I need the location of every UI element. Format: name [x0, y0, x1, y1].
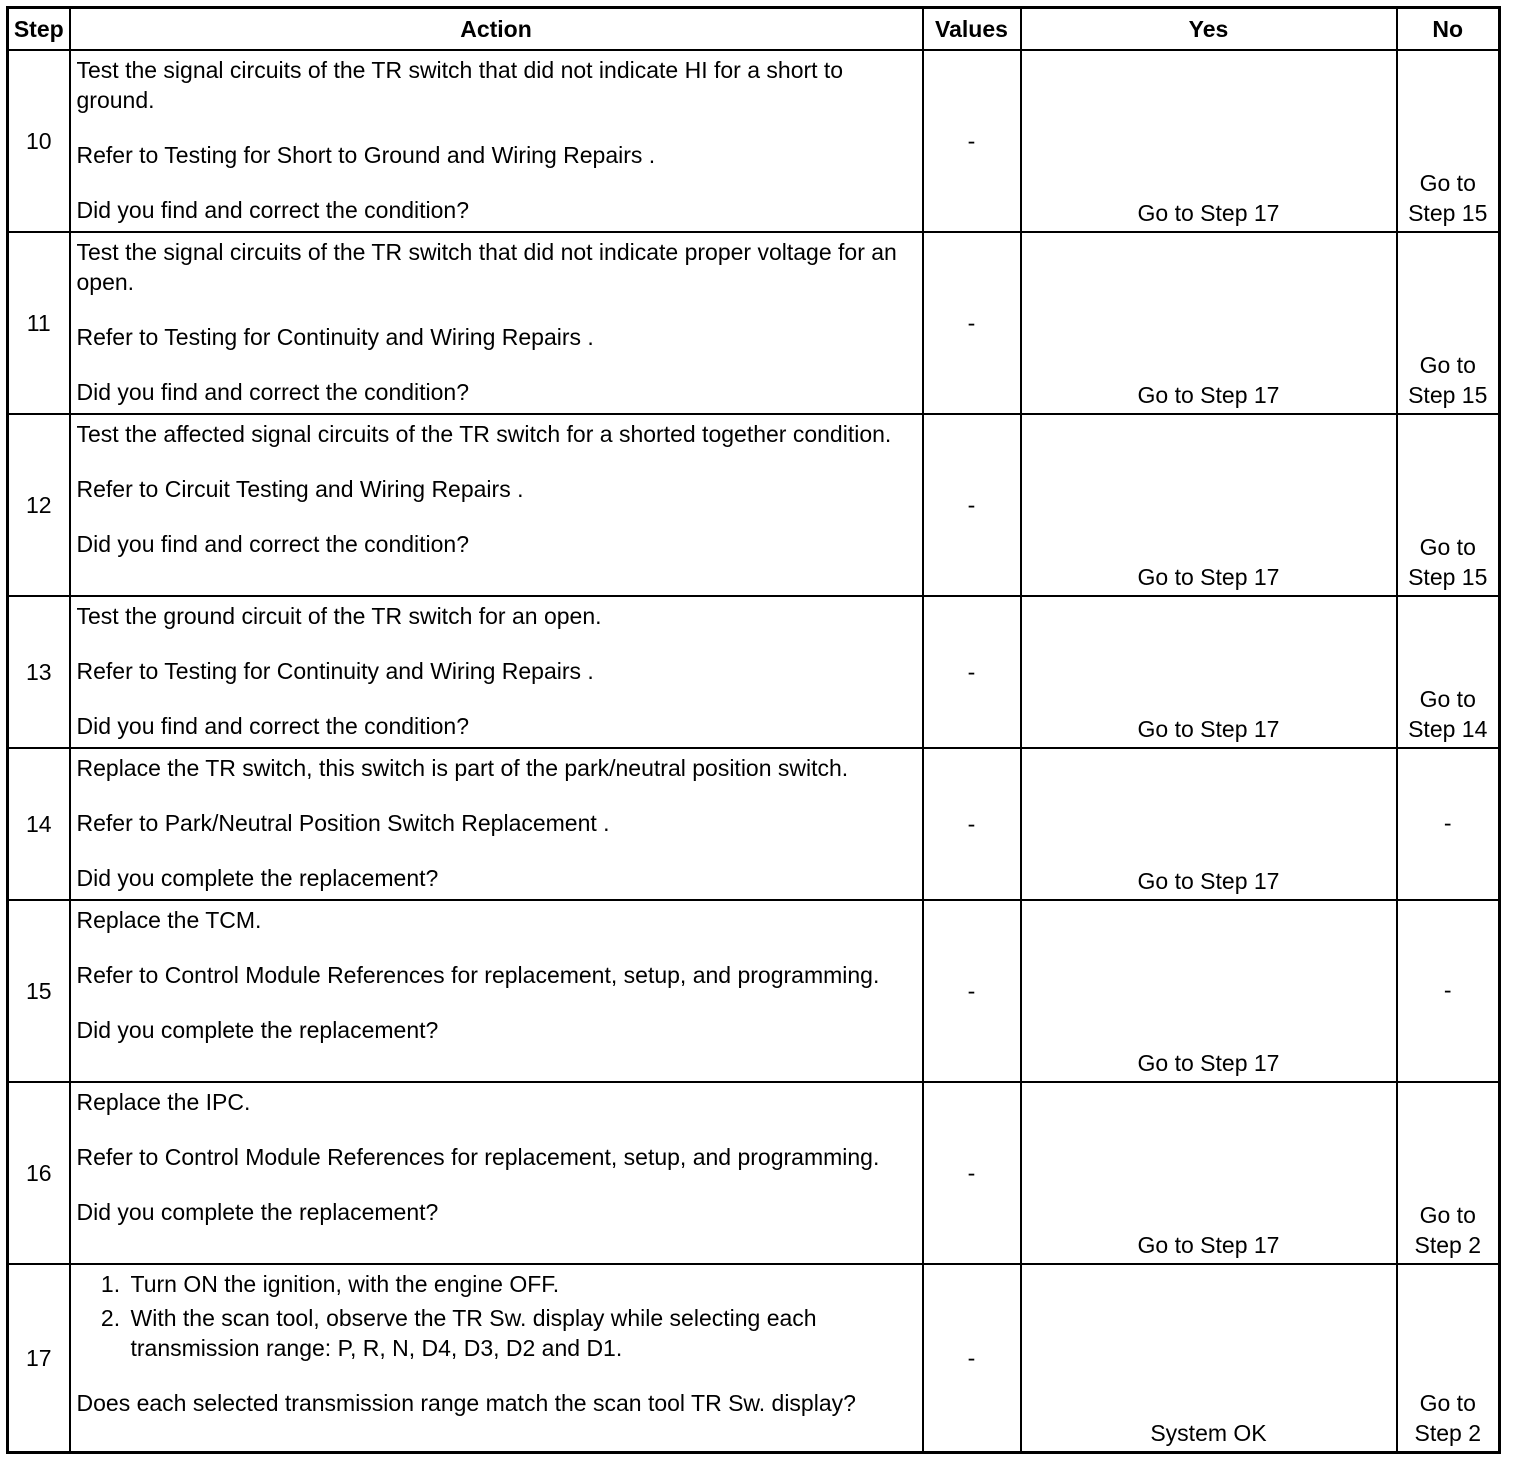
header-no: No [1397, 8, 1500, 51]
yes-cell: System OK [1021, 1264, 1397, 1452]
table-row [8, 50, 1500, 232]
action-step-item: 2. With the scan tool, observe the TR Sw. display while selecting each transmission range: P, R, N, D4, D3, D2 and D1. [127, 1303, 916, 1363]
step-number: 14 [8, 748, 70, 900]
action-instruction: Replace the TR switch, this switch is part of the park/neutral position switch. [76, 755, 849, 781]
no-cell: Go to Step 15 [1397, 414, 1500, 596]
action-cell [70, 596, 923, 748]
no-cell: Go to Step 2 [1397, 1264, 1500, 1452]
action-instruction: Test the ground circuit of the TR switch for an open. [76, 603, 602, 629]
no-cell: Go to Step 2 [1397, 1082, 1500, 1264]
action-question: Did you find and correct the condition? [76, 379, 470, 405]
action-question: Did you find and correct the condition? [76, 197, 470, 223]
values-cell: - [923, 232, 1021, 414]
no-cell: - [1397, 900, 1500, 1082]
no-cell: Go to Step 14 [1397, 596, 1500, 748]
table-row [8, 1264, 1500, 1452]
action-instruction: Test the affected signal circuits of the TR switch for a shorted together condition. [76, 421, 892, 447]
no-cell: - [1397, 748, 1500, 900]
action-question: Did you complete the replacement? [76, 1017, 439, 1043]
action-question: Does each selected transmission range match the scan tool TR Sw. display? [76, 1390, 856, 1416]
action-cell [70, 748, 923, 900]
yes-cell: Go to Step 17 [1021, 596, 1397, 748]
action-reference: Refer to Control Module References for replacement, setup, and programming. [76, 962, 880, 988]
values-cell: - [923, 748, 1021, 900]
action-reference: Refer to Testing for Continuity and Wiring Repairs . [76, 324, 594, 350]
action-step-list [77, 1269, 916, 1363]
step-number: 17 [8, 1264, 70, 1452]
action-reference: Refer to Testing for Short to Ground and Wiring Repairs . [76, 142, 656, 168]
step-number: 16 [8, 1082, 70, 1264]
yes-cell: Go to Step 17 [1021, 1082, 1397, 1264]
action-cell [70, 1082, 923, 1264]
action-question: Did you complete the replacement? [76, 865, 439, 891]
step-number: 11 [8, 232, 70, 414]
step-number: 13 [8, 596, 70, 748]
action-step-item: 1. Turn ON the ignition, with the engine OFF. [127, 1269, 916, 1299]
header-values: Values [923, 8, 1021, 51]
action-question: Did you find and correct the condition? [76, 531, 470, 557]
action-reference: Refer to Control Module References for replacement, setup, and programming. [76, 1144, 880, 1170]
table-row [8, 596, 1500, 748]
yes-cell: Go to Step 17 [1021, 748, 1397, 900]
no-cell: Go to Step 15 [1397, 232, 1500, 414]
yes-cell: Go to Step 17 [1021, 414, 1397, 596]
yes-cell: Go to Step 17 [1021, 900, 1397, 1082]
step-number: 10 [8, 50, 70, 232]
table-row [8, 748, 1500, 900]
values-cell: - [923, 414, 1021, 596]
table-row [8, 414, 1500, 596]
action-instruction: Test the signal circuits of the TR switch that did not indicate HI for a short to ground. [76, 57, 844, 113]
table-row [8, 1082, 1500, 1264]
step-number: 12 [8, 414, 70, 596]
header-row [8, 8, 1500, 51]
values-cell: - [923, 50, 1021, 232]
yes-cell: Go to Step 17 [1021, 50, 1397, 232]
no-cell: Go to Step 15 [1397, 50, 1500, 232]
action-question: Did you complete the replacement? [76, 1199, 439, 1225]
action-reference: Refer to Circuit Testing and Wiring Repairs . [76, 476, 524, 502]
table-row [8, 232, 1500, 414]
values-cell: - [923, 900, 1021, 1082]
values-cell: - [923, 1082, 1021, 1264]
action-question: Did you find and correct the condition? [76, 713, 470, 739]
action-reference: Refer to Park/Neutral Position Switch Replacement . [76, 810, 610, 836]
action-instruction: Test the signal circuits of the TR switch that did not indicate proper voltage for an open. [76, 239, 897, 295]
action-instruction: Replace the TCM. [76, 907, 262, 933]
action-cell [70, 414, 923, 596]
header-yes: Yes [1021, 8, 1397, 51]
step-number: 15 [8, 900, 70, 1082]
table-row [8, 900, 1500, 1082]
values-cell: - [923, 596, 1021, 748]
action-cell [70, 50, 923, 232]
values-cell: - [923, 1264, 1021, 1452]
header-step: Step [8, 8, 70, 51]
action-cell [70, 1264, 923, 1452]
action-cell [70, 232, 923, 414]
diagnostic-table [6, 6, 1501, 1454]
header-action: Action [70, 8, 923, 51]
action-cell [70, 900, 923, 1082]
action-reference: Refer to Testing for Continuity and Wiring Repairs . [76, 658, 594, 684]
action-instruction: Replace the IPC. [76, 1089, 251, 1115]
yes-cell: Go to Step 17 [1021, 232, 1397, 414]
